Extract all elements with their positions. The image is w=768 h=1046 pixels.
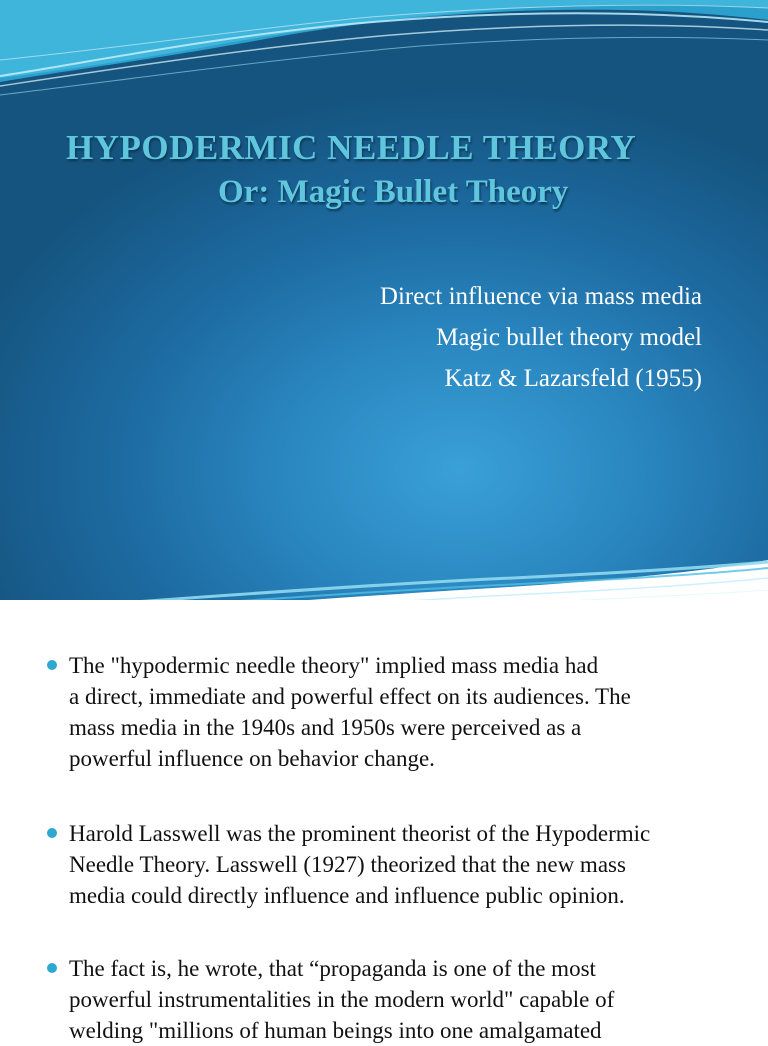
subtitle-line-1: Direct influence via mass media <box>379 283 702 310</box>
subtitle-block <box>380 276 702 399</box>
list-item <box>69 650 749 774</box>
title-line-1: HYPODERMIC NEEDLE THEORY <box>66 128 637 167</box>
subtitle-line-3: Katz & Lazarsfeld (1955) <box>444 365 702 392</box>
bullet-text-3: The fact is, he wrote, that “propaganda is one of the most powerful instrumentalities in the modern world" capable of welding "millions of human beings into one amalgamated <box>69 956 615 1043</box>
bullet-text-1: The "hypodermic needle theory" implied mass media had a direct, immediate and powerful effect on its audiences. The mass media in the 1940s and 1950s were perceived as a powerful influence on behavior change. <box>69 653 631 771</box>
bullet-icon <box>47 828 57 838</box>
subtitle-line-2: Magic bullet theory model <box>436 324 702 351</box>
bullet-text-2: Harold Lasswell was the prominent theorist of the Hypodermic Needle Theory. Lasswell (1927) theorized that the new mass media could directly influence and influence public opinion. <box>69 821 651 908</box>
list-item <box>69 818 749 911</box>
top-wave-decoration <box>0 0 768 110</box>
list-item <box>69 953 749 1046</box>
content-slide <box>0 600 768 1043</box>
title-line-2: Or: Magic Bullet Theory <box>218 174 569 210</box>
bullet-icon <box>47 963 57 973</box>
bullet-icon <box>47 660 57 670</box>
